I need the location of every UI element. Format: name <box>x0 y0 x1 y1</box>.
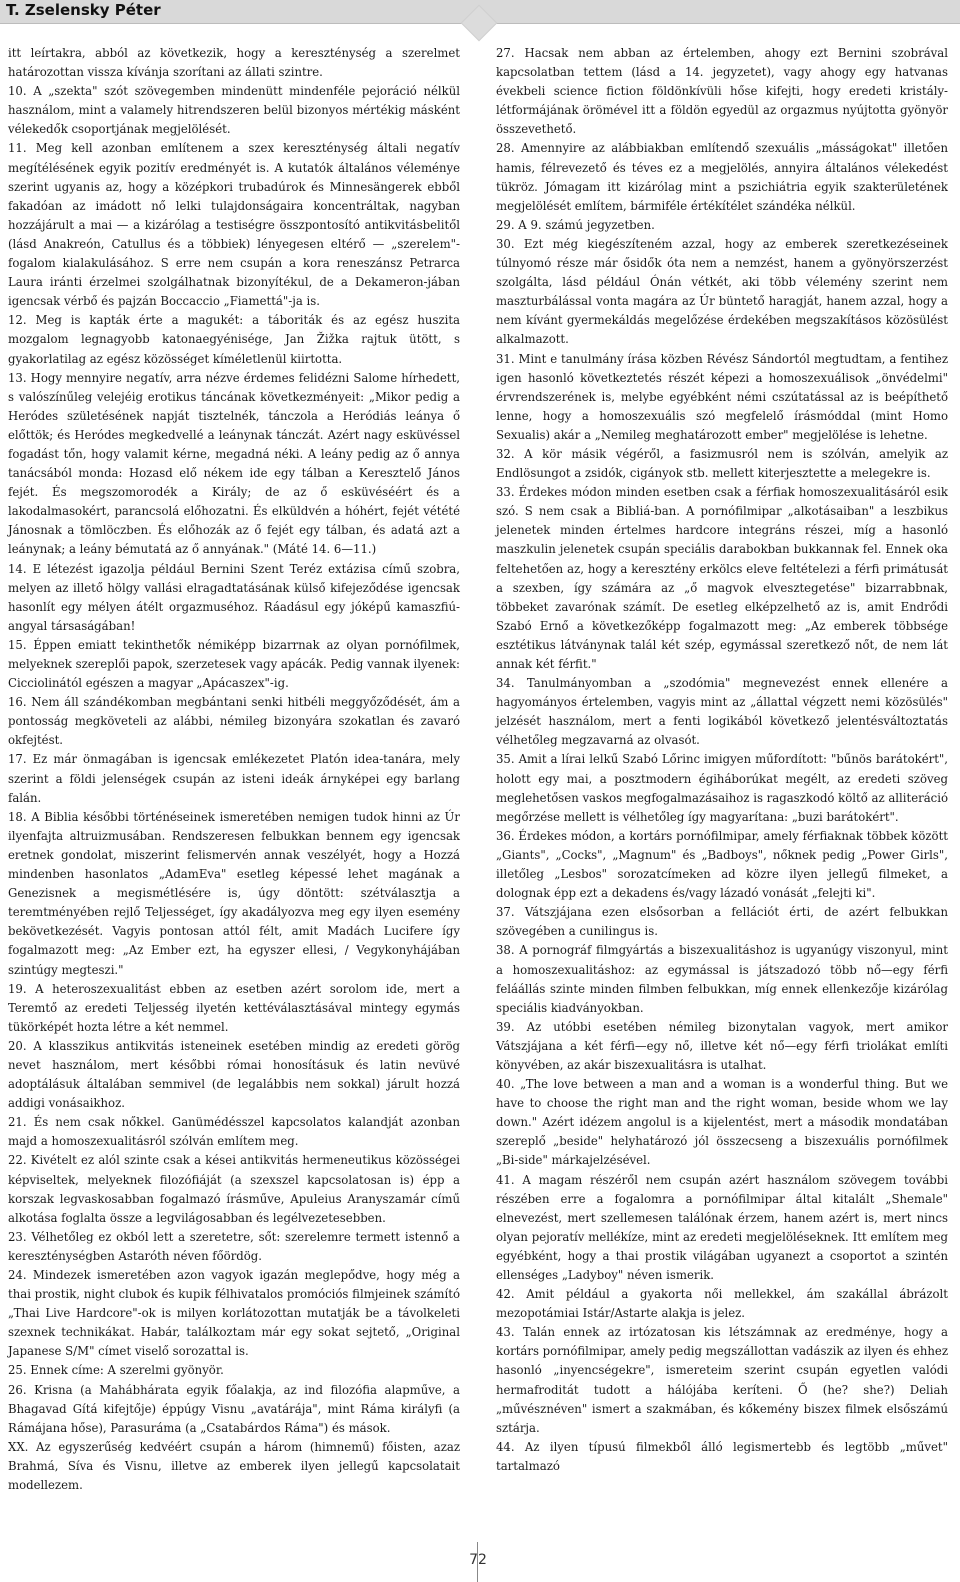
author-title: T. Zselensky Péter <box>6 1 161 19</box>
page-number-block <box>466 1542 494 1582</box>
footnote-paragraph: 22. Kivételt ez alól szinte csak a kései antikvitás hermeneutikus közösségei képviseltek, melyeknek filozófiáját (a szexszel kapcsolatosan is) épp a korszak legvaskosabban fogalmazó írásműve, Apuleius Aranyszamár című alkotása foglalta össze a legvilágosabban és legélvezetesebben. <box>8 1153 460 1225</box>
footnote-paragraph: 15. Éppen emiatt tekinthetők némiképp bizarrnak az olyan pornófilmek, melyeknek szereplői papok, szerzetesek vagy apácák. Pedig vannak ilyenek: Cicciolinától egészen a magyar „Apácaszex"-ig. <box>8 637 460 691</box>
footnote-paragraph: 30. Ezt még kiegészíteném azzal, hogy az emberek szeretkezéseinek túlnyomó része már ősidők óta nem a nemzést, hanem a gyönyörszerzést szolgálta, lásd például Ónán vétkét, aki több vélemény szerint nem maszturbálással vonta magára az Úr büntető haragját, hanem azzal, hogy a nem kívánt gyermekáldás megelőzése érdekében megszakításos közösülést alkalmazott. <box>496 236 948 347</box>
footnote-paragraph: 17. Ez már önmagában is igencsak emlékezetet Platón idea-tanára, mely szerint a földi jelenségek csupán az isteni ideák árnyképei egy barlang falán. <box>8 752 460 805</box>
footnote-paragraph: 34. Tanulmányomban a „szodómia" megnevezést ennek ellenére a hagyományos értelemben, vagyis mint az „állattal végzett nemi közösülés" jelzését használom, mert a fenti logikából következő jelentésváltoztatás vélhetőleg megzavarná az olvasót. <box>496 676 948 748</box>
footnote-paragraph: 13. Hogy mennyire negatív, arra nézve érdemes felidézni Salome hírhedett, s valószínűleg velejéig erotikus táncának következményeit: „Mikor pedig a Heródes születésének napját tisztelnék, tánczola a Heródiás leánya ő előttök; és Heródes megkedvellé a leánynak tánczát. Azért nagy esküvéssel fogadást tőn, hogy valamit kérne, megadná néki. A leány pedig az ő annya tanácsából monda: Hozasd elő nékem ide egy tálban a Keresztelő János fejét. És megszomorodék a Király; de az ő esküvéséért és a lakodalmasokért, parancsolá előhozatni. És elküldvén a hóhért, fejét vétété Jánosnak a tömlöczben. És előhozák az ő fejét egy tálban, és adatá azt a leánynak; a leány bémutatá az ő annyának." (Máté 14. 6—11.) <box>8 370 460 557</box>
footnote-paragraph: 39. Az utóbbi esetében némileg bizonytalan vagyok, mert amikor Vátszjájana a két férfi—egy nő, illetve két nő—egy férfi triolákat említi könyvében, az akár biszexualitásra is utalhat. <box>496 1019 948 1072</box>
footnote-paragraph: 36. Érdekes módon, a kortárs pornófilmipar, amely férfiaknak többek között „Giants", „Cocks", „Magnum" és „Badboys", nőknek pedig „Power Girls", illetőleg „Lesbos" sorozatcímeken ad közre ilyen jellegű filmeket, a dolognak épp ezt a dekadens és/vagy lázadó vonását „felejti ki". <box>496 828 948 901</box>
footnote-paragraph: 41. A magam részéről nem csupán azért használom szövegem további részében erre a fogalomra a pornófilmipar által kitalált „Shemale" elnevezést, mert szellemesen találónak érzem, hanem azért is, mert nincs olyan pejoratív mellékíze, mint az eredeti megjelöléseknek. Itt említem meg egyébként, hogy a thai prostik világában ugyanezt a csoportot a szintén ellenséges „Ladyboy" néven ismerik. <box>496 1172 948 1282</box>
footnote-paragraph: XX. Az egyszerűség kedvéért csupán a három (himnemű) főisten, azaz Brahmá, Síva és Visnu, illetve az emberek ilyen jellegű kapcsolatait modellezem. <box>8 1439 460 1493</box>
footnote-paragraph: 44. Az ilyen típusú filmekből álló legismertebb és legtöbb „művet" tartalmazó <box>496 1439 948 1473</box>
footnote-paragraph: 42. Amit például a gyakorta női mellekkel, ám szakállal ábrázolt mezopotámiai Istár/Astarte alakja is jelez. <box>496 1287 948 1321</box>
page-number: 72 <box>469 1552 487 1568</box>
footnote-paragraph: 19. A heteroszexualitást ebben az esetben azért sorolom ide, mert a Teremtő az eredeti Teljesség ilyetén kettéválasztásával mintegy egymás tükörképét hozta létre a két nemmel. <box>8 981 460 1034</box>
footnote-paragraph: 43. Talán ennek az irtózatosan kis létszámnak az eredménye, hogy a kortárs pornófilmipar, amely pedig megszállottan vadászik az ilyen és ehhez hasonló „inyencségekre", ismereteim szerint csupán egyetlen valódi hermafroditát tudott a hálójába keríteni. Ő (he? she?) Deliah „művésznéven" ismert a szakmában, és kőkemény biszex filmek elsőszámú sztárja. <box>496 1325 948 1435</box>
footnote-paragraph: 35. Amit a lírai lelkű Szabó Lőrinc imigyen műfordított: "bűnös barátokért", holott egy mai, a posztmodern égiháborúkat megélt, az eredeti szöveg meglehetősen vaskos megfogalmazásaihoz is ragaszkodó költő az alliteráció megőrzése mellett is vélhetőleg így magyarítana: „buzi barátokért". <box>496 752 948 824</box>
running-header <box>0 0 960 30</box>
footnote-paragraph: 33. Érdekes módon minden esetben csak a férfiak homoszexualitásáról esik szó. S nem csak a Bibliá-ban. A pornófilmipar „alkotásaiban" a leszbikus jelenetek minden értelmes hardcore integráns részei, míg a hasonló maszkulin jelenetek csupán speciális darabokban bukkannak fel. Ennek oka feltehetően az, hogy a keresztény erkölcs eleve feltételezi a férfi primátusát a szexben, így számára az „ő magvok elvesztegetése" bizarrabbnak, többeket zavarónak számít. De esetleg elképzelhető az is, amit Endrődi Szabó Ernő a következőképp fogalmazott meg: „Az emberek többsége esztétikus látványnak talál két szép, egymással szeretkező nőt, de nem lát annak két férfit." <box>496 485 948 671</box>
footnotes-left-column <box>8 44 460 1495</box>
footnote-paragraph: 11. Meg kell azonban említenem a szex kereszténység általi negatív megítélésének egyik pozitív eredményét is. A kutatók általános véleménye szerint ugyanis az, hogy a középkori trubadúrok és Minnesängerek ebből fakadóan az imádott nő lelki tulajdonságaira koncentráltak, nagyban hozzájárult a mai — a kizárólag a testiségre összpontosító antikvitásbelitől (lásd Anakreón, Catullus és a többiek) lényegesen eltérő — „szerelem"-fogalom kialakulásához. S erre nem csupán a kora reneszánsz Petrarca Laura iránti érzelmei szolgálhatnak bizonyítékul, de a Dekameron-jában igencsak vérbő és pajzán Boccaccio „Fiamettá"-ja is. <box>8 141 460 309</box>
footnote-paragraph: 23. Vélhetőleg ez okból lett a szeretetre, sőt: szerelemre termett istennő a kereszténységben Astaróth néven főördög. <box>8 1229 460 1263</box>
footnote-paragraph: 21. És nem csak nőkkel. Ganümédésszel kapcsolatos kalandját azonban majd a homoszexualitásról szólván említem meg. <box>8 1115 460 1149</box>
footnote-paragraph: 16. Nem áll szándékomban megbántani senki hitbéli meggyőződését, ám a pontosság megköveteli az alábbi, némileg bizonyára szokatlan és zavaró okfejtést. <box>8 695 460 748</box>
footnote-paragraph: 18. A Biblia későbbi történéseinek ismeretében nemigen tudok hinni az Úr ilyenfajta altruizmusában. Rendszeresen felbukkan bennem egy igencsak eretnek gondolat, miszerint felismervén annak veszélyét, hogy a Hozzá mindenben hasonlatos „AdamEva" esetleg képessé lehet magának a Genezisnek a megismétlésére is, úgy döntött: szétválasztja a teremtményében rejlő Teljességet, így akadályozva meg egy ilyen esemény bekövetkezését. Vagyis pontosan attól félt, amit Madách Lucifere így fogalmazott meg: „Az Ember ezt, ha egyszer ellesi, / Vegykonyhájában szintúgy megteszi." <box>8 809 460 977</box>
footnote-paragraph: 37. Vátszjájana ezen elsősorban a fellációt érti, de azért felbukkan szövegében a cunilingus is. <box>496 905 948 939</box>
footnote-paragraph: 31. Mint e tanulmány írása közben Révész Sándortól megtudtam, a fentihez igen hasonló következtetés részét képezi a homoszexuálisok „önvédelmi" érvrendszerének is, melybe egyébként némi cszútatással az is beépíthető lenne, hogy a homoszexuális szó megfelelő írásmóddal (mint Homo Sexualis) akár a „Nemileg meghatározott ember" megjelölése is lehetne. <box>496 351 948 442</box>
footnote-paragraph: 24. Mindezek ismeretében azon vagyok igazán meglepődve, hogy még a thai prostik, night clubok és kupik félhivatalos promóciós filmjeinek számító „Thai Live Hardcore"-ok is milyen korlátozottan mutatják be a távolkeleti szexnek technikákat. Habár, találkoztam már egy sokat sejtető, „Original Japanese S/M" címet viselő sorozattal is. <box>8 1268 460 1359</box>
footnote-paragraph: 10. A „szekta" szót szövegemben mindenütt mindenféle pejoráció nélkül használom, mint a valamely hitrendszeren belül bizonyos mértékig másként vélekedők csoportjának megjelölését. <box>8 84 460 137</box>
footnote-paragraph: 26. Krisna (a Mahábhárata egyik főalakja, az ind filozófia alapműve, a Bhagavad Gítá kifejtője) éppúgy Visnu „avatárája", mint Ráma királyfi (a Rámájana hőse), Parasuráma (a „Csatabárdos Ráma") és mások. <box>8 1382 460 1435</box>
footnote-paragraph: 25. Ennek címe: A szerelmi gyönyör. <box>8 1363 224 1378</box>
footnote-paragraph: 40. „The love between a man and a woman is a wonderful thing. But we have to choose the right man and the right woman, beside whom we lay down." Azért idézem angolul is a kijelentést, mert a második mondatában szereplő „beside" helyhatározó jól összecseng a biszexuális pornófilmek „Bi-side" márkajelzésével. <box>496 1077 948 1168</box>
footnote-paragraph: 32. A kör másik végéről, a fasizmusról nem is szólván, amelyik az Endlösungot a zsidók, cigányok stb. mellett kiterjesztette a melegekre is. <box>496 446 948 481</box>
footnote-paragraph: 12. Meg is kapták érte a magukét: a táboriták és az egész huszita mozgalom legnagyobb katonaegyénisége, Jan Žižka rajtuk ütött, s gyakorlatilag az egész közösséget kíméletlenül kiirtotta. <box>8 313 460 366</box>
footnote-paragraph: 29. A 9. számú jegyzetben. <box>496 217 655 232</box>
footnote-paragraph: itt leírtakra, abból az következik, hogy a kereszténység a szerelmet határozottan vissza kívánja szorítani az állati szintre. <box>8 46 460 80</box>
footnote-paragraph: 38. A pornográf filmgyártás a biszexualitáshoz is ugyanúgy viszonyul, mint a homoszexualitáshoz: az egymással is játszadozó több nő—egy férfi feláállás szinte minden filmben felbukkan, míg ennek ellenkezője kizárólag speciális kiadványokban. <box>496 943 948 1015</box>
footnote-paragraph: 20. A klasszikus antikvitás isteneinek esetében mindig az eredeti görög nevet használom, mert későbbi római honosításuk és latin nevüvé adoptálásuk általában semmivel (de legalábbis nem sokkal) járult hozzá addigi vonásaikhoz. <box>8 1038 460 1111</box>
footnote-paragraph: 14. E létezést igazolja például Bernini Szent Teréz extázisa című szobra, melyen az illető hölgy vallási elragadtatásának külső kifejeződése igencsak hasonlít egy mélyen átélt orgazmuséhoz. Ráadásul egy jóképű kamaszfiú-angyal társaságában! <box>8 561 460 633</box>
footnote-paragraph: 27. Hacsak nem abban az értelemben, ahogy ezt Bernini szobrával kapcsolatban tettem (lásd a 14. jegyzetet), vagy ahogy egy hatvanas évekbeli science fiction földönkívüli hőse kifejti, hogy eredeti kristály-létformájának örömével itt a földön egyedül az orgazmus nyújtotta gyönyör összevethető. <box>496 46 948 137</box>
footnotes-right-column <box>496 44 948 1476</box>
footnote-paragraph: 28. Amennyire az alábbiakban említendő szexuális „másságokat" illetően hamis, félrevezető és téves ez a megjelölés, annyira általános vélekedést tükröz. Jómagam itt kizárólag mint a pszichiátria egyik szakterületének megjelölését említem, bármiféle értékítélet szándéka nélkül. <box>496 141 948 213</box>
